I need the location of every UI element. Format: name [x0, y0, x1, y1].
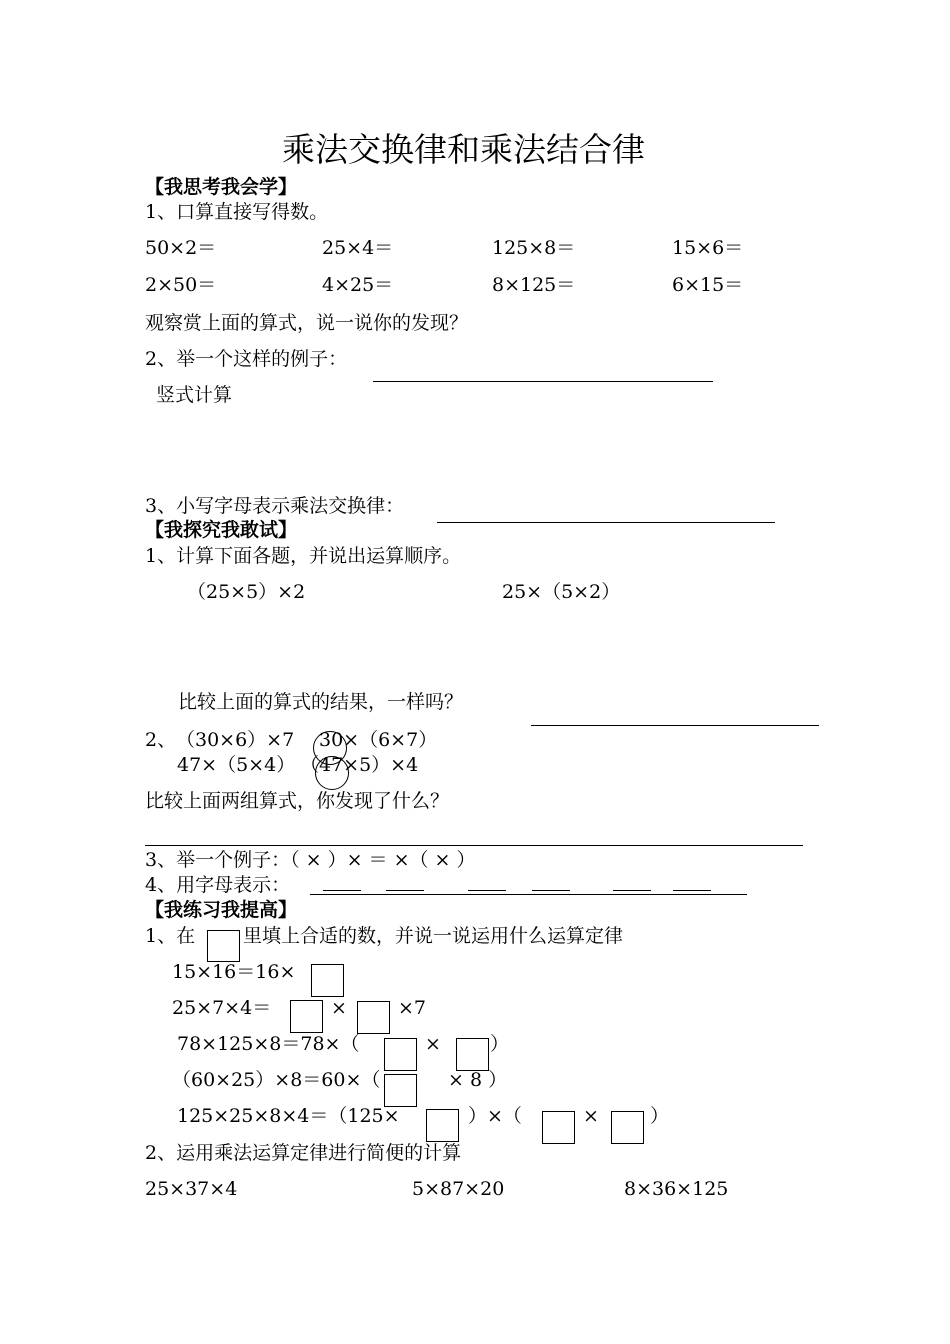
- compare-prompt-2: 比较上面两组算式，你发现了什么？: [145, 790, 450, 812]
- blank-line[interactable]: [613, 890, 651, 891]
- fill-expression-5d: ）: [650, 1105, 670, 1127]
- oral-calc-7: 8×125＝: [492, 274, 576, 296]
- answer-line[interactable]: [437, 522, 775, 523]
- fill-expression-3c: ）: [490, 1033, 510, 1055]
- blank-line[interactable]: [673, 890, 711, 891]
- expression-f: （47×5）×4: [300, 754, 419, 776]
- answer-line[interactable]: [373, 381, 713, 382]
- fill-expression-3b: ×: [425, 1033, 441, 1055]
- blank-line[interactable]: [386, 890, 424, 891]
- vertical-calc-label: 竖式计算: [156, 384, 233, 406]
- fill-box[interactable]: [384, 1038, 417, 1071]
- compare-prompt: 比较上面的算式的结果，一样吗？: [178, 691, 464, 713]
- question-3-1-pre: 1、在: [145, 925, 196, 947]
- oral-calc-8: 6×15＝: [672, 274, 744, 296]
- question-2-2-label: 2、: [145, 729, 177, 751]
- oral-calc-3: 125×8＝: [492, 237, 576, 259]
- fill-expression-5b: ）×（: [468, 1105, 522, 1127]
- oral-calc-4: 15×6＝: [672, 237, 744, 259]
- answer-line[interactable]: [145, 845, 803, 846]
- question-3-1-post: 里填上合适的数，并说一说运用什么运算定律: [243, 925, 624, 947]
- oral-calc-5: 2×50＝: [145, 274, 217, 296]
- fill-expression-4b: × 8 ）: [448, 1069, 508, 1091]
- example-box: [207, 930, 240, 962]
- fill-box[interactable]: [290, 1000, 323, 1033]
- answer-line[interactable]: [310, 894, 747, 895]
- fill-expression-2a: 25×7×4＝: [172, 997, 272, 1019]
- fill-box[interactable]: [384, 1074, 417, 1107]
- fill-box[interactable]: [357, 1001, 390, 1034]
- question-2-4: 4、用字母表示：: [145, 874, 291, 896]
- section-heading-1: 【我思考我会学】: [145, 176, 298, 198]
- fill-box[interactable]: [542, 1111, 575, 1144]
- expression-e: 47×（5×4）: [177, 754, 296, 776]
- simplify-calc-1: 25×37×4: [145, 1178, 238, 1200]
- section-heading-2: 【我探究我敢试】: [145, 519, 298, 541]
- expression-c: （30×6）×7: [176, 729, 295, 751]
- question-1-1: 1、口算直接写得数。: [145, 201, 329, 223]
- question-3-2: 2、运用乘法运算定律进行简便的计算: [145, 1142, 462, 1164]
- fill-box[interactable]: [611, 1111, 644, 1144]
- fill-expression-4a: （60×25）×8＝60×（: [172, 1069, 381, 1091]
- oral-calc-2: 25×4＝: [322, 237, 394, 259]
- simplify-calc-2: 5×87×20: [412, 1178, 505, 1200]
- fill-expression-5a: 125×25×8×4＝（125×: [177, 1105, 400, 1127]
- question-1-2: 2、举一个这样的例子：: [145, 348, 348, 370]
- blank-line[interactable]: [323, 890, 361, 891]
- section-heading-3: 【我练习我提高】: [145, 899, 298, 921]
- expression-a: （25×5）×2: [187, 581, 306, 603]
- fill-expression-3a: 78×125×8＝78×（: [177, 1033, 360, 1055]
- comparison-circle[interactable]: [315, 756, 349, 790]
- page-title: 乘法交换律和乘法结合律: [282, 130, 645, 169]
- answer-line[interactable]: [531, 725, 819, 726]
- question-2-3: 3、举一个例子：（ × ）× ＝ ×（ × ）: [145, 849, 476, 871]
- simplify-calc-3: 8×36×125: [624, 1178, 729, 1200]
- blank-line[interactable]: [532, 890, 570, 891]
- observe-prompt: 观察赏上面的算式，说一说你的发现？: [145, 312, 469, 334]
- fill-expression-2c: ×7: [398, 997, 427, 1019]
- fill-box[interactable]: [311, 964, 344, 997]
- fill-expression-5c: ×: [583, 1105, 599, 1127]
- expression-d: 30×（6×7）: [319, 729, 438, 751]
- fill-expression-1: 15×16＝16×: [172, 961, 296, 983]
- fill-box[interactable]: [456, 1038, 489, 1071]
- fill-box[interactable]: [426, 1109, 459, 1142]
- question-1-3: 3、小写字母表示乘法交换律：: [145, 495, 405, 517]
- blank-line[interactable]: [468, 890, 506, 891]
- fill-expression-2b: ×: [331, 997, 347, 1019]
- oral-calc-6: 4×25＝: [322, 274, 394, 296]
- oral-calc-1: 50×2＝: [145, 237, 217, 259]
- question-2-1: 1、计算下面各题，并说出运算顺序。: [145, 545, 462, 567]
- expression-b: 25×（5×2）: [502, 581, 621, 603]
